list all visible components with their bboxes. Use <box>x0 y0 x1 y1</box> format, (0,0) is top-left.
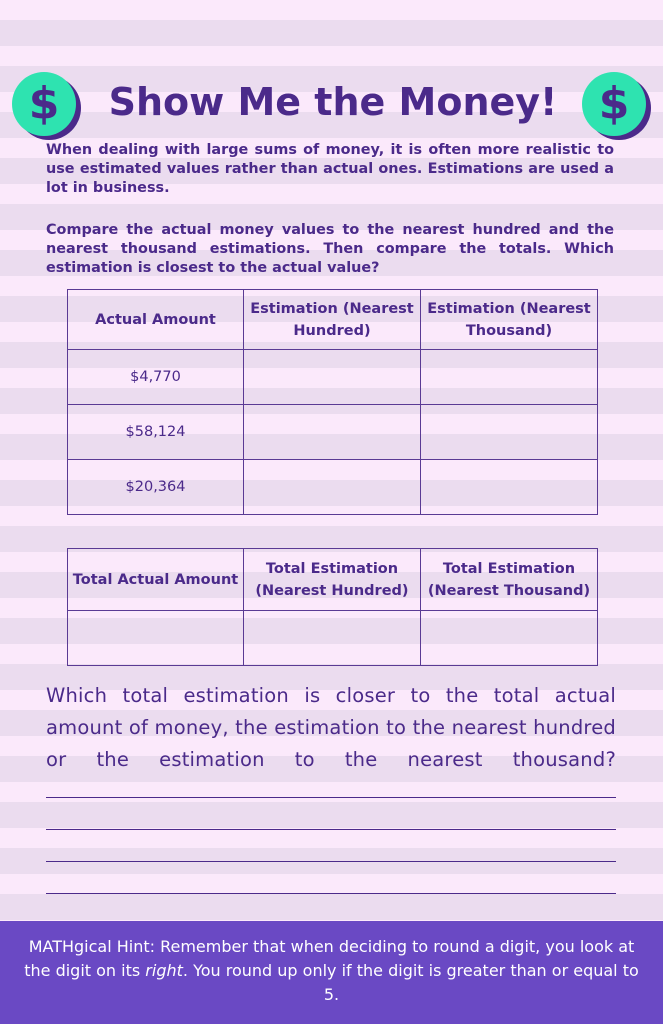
answer-line[interactable] <box>46 797 616 798</box>
dollar-sign: $ <box>598 78 630 129</box>
question-text: Which total estimation is closer to the total actual amount of money, the estimation to the nearest hundred or the estimation to the nearest thousand? <box>46 684 616 771</box>
hint-prefix: MATHgical Hint: Remember that when deciding to round a digit, you look at the digit on its <box>24 937 635 980</box>
hint-emphasis: right <box>145 961 183 980</box>
title-row <box>0 64 663 140</box>
table-row <box>68 611 598 666</box>
estimation-table <box>67 289 598 515</box>
answer-line[interactable] <box>46 861 616 862</box>
estimation-hundred-cell[interactable] <box>244 350 421 405</box>
page-title: Show Me the Money! <box>108 80 558 124</box>
estimation-thousand-cell[interactable] <box>421 405 598 460</box>
dollar-coin-icon <box>582 72 646 136</box>
actual-amount-cell: $20,364 <box>68 460 244 515</box>
total-hundred-cell[interactable] <box>244 611 421 666</box>
instructions-paragraph: Compare the actual money values to the nearest hundred and the nearest thousand estimations. Then compare the totals. Which estimation is closest to the actual value? <box>46 222 614 276</box>
table-header-row <box>68 549 598 611</box>
actual-amount-cell: $4,770 <box>68 350 244 405</box>
header-total-actual: Total Actual Amount <box>68 549 244 611</box>
table-header-row <box>68 290 598 350</box>
totals-table <box>67 548 598 666</box>
intro-paragraph: When dealing with large sums of money, it is often more realistic to use estimated values rather than actual ones. Estimations are used a lot in business. <box>46 142 614 196</box>
estimation-hundred-cell[interactable] <box>244 405 421 460</box>
hint-text <box>20 935 643 1007</box>
table-row <box>68 405 598 460</box>
header-estimation-hundred: Estimation (Nearest Hundred) <box>244 290 421 350</box>
total-thousand-cell[interactable] <box>421 611 598 666</box>
header-total-hundred: Total Estimation (Nearest Hundred) <box>244 549 421 611</box>
answer-line[interactable] <box>46 829 616 830</box>
dollar-sign: $ <box>28 78 60 129</box>
estimation-hundred-cell[interactable] <box>244 460 421 515</box>
estimation-thousand-cell[interactable] <box>421 460 598 515</box>
total-actual-cell[interactable] <box>68 611 244 666</box>
table-row <box>68 350 598 405</box>
header-estimation-thousand: Estimation (Nearest Thousand) <box>421 290 598 350</box>
header-total-thousand: Total Estimation (Nearest Thousand) <box>421 549 598 611</box>
table-row <box>68 460 598 515</box>
header-actual-amount: Actual Amount <box>68 290 244 350</box>
actual-amount-cell: $58,124 <box>68 405 244 460</box>
answer-line[interactable] <box>46 893 616 894</box>
dollar-coin-icon <box>12 72 76 136</box>
hint-suffix: . You round up only if the digit is greater than or equal to 5. <box>182 961 639 1004</box>
hint-footer <box>0 921 663 1024</box>
estimation-thousand-cell[interactable] <box>421 350 598 405</box>
